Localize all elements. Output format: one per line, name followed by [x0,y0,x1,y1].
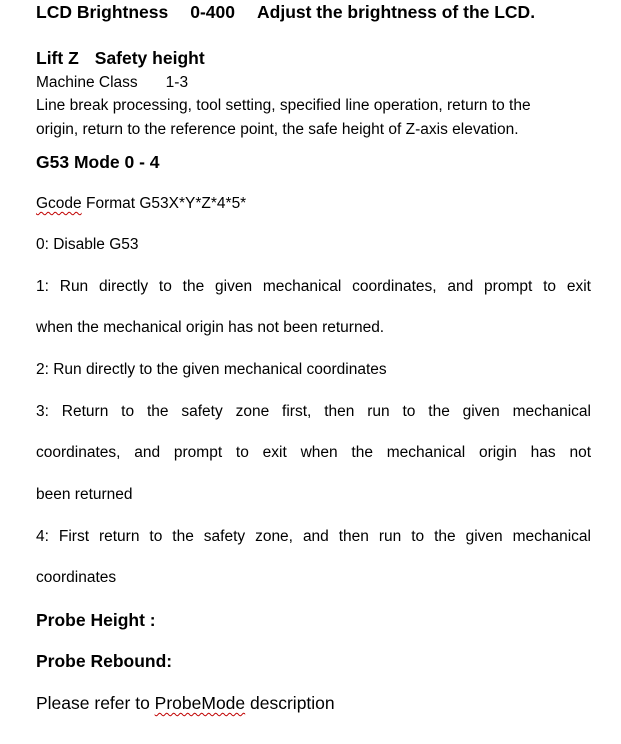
machine-class-value: 1-3 [165,74,189,91]
machine-class-label: Machine Class [36,74,138,91]
gcode-word: Gcode [36,195,82,212]
lift-z-name: Lift Z [36,48,79,68]
g53-option-2: 2: Run directly to the given mechanical coordinates [36,361,387,378]
probe-height-heading: Probe Height : [36,610,156,630]
g53-option-4-line-1: 4: First return to the safety zone, and then run to the given mechanical [36,528,591,545]
probe-reference-line [36,693,335,714]
g53-option-3-line-2: coordinates, and prompt to exit when the mechanical origin has not [36,444,591,461]
g53-heading: G53 Mode 0 - 4 [36,152,160,172]
g53-option-4-line-2: coordinates [36,569,117,586]
g53-option-3-line-1: 3: Return to the safety zone first, then run to the given mechanical [36,403,591,420]
g53-option-0: 0: Disable G53 [36,236,139,253]
lift-z-heading [36,48,205,69]
lcd-brightness-desc: Adjust the brightness of the LCD. [257,2,536,22]
g53-option-1-line-2: when the mechanical origin has not been returned. [36,319,385,336]
machine-class-line [36,74,188,93]
gcode-format-line [36,195,246,214]
lcd-brightness-name: LCD Brightness [36,2,169,22]
probe-mode-word: ProbeMode [154,693,246,713]
lift-z-title: Safety height [94,48,205,68]
probe-ref-prefix: Please refer to [36,693,155,713]
lcd-brightness-range: 0-400 [190,2,235,22]
gcode-format-text: Format G53X*Y*Z*4*5* [81,195,247,212]
probe-ref-suffix: description [245,693,335,713]
g53-option-1-line-1: 1: Run directly to the given mechanical coordinates, and prompt to exit [36,278,591,295]
g53-option-3-line-3: been returned [36,486,133,503]
probe-rebound-heading: Probe Rebound: [36,651,173,671]
lift-z-desc-1: Line break processing, tool setting, specified line operation, return to the [36,97,531,114]
lcd-brightness-line [36,2,535,23]
lift-z-desc-2: origin, return to the reference point, the safe height of Z-axis elevation. [36,121,519,138]
